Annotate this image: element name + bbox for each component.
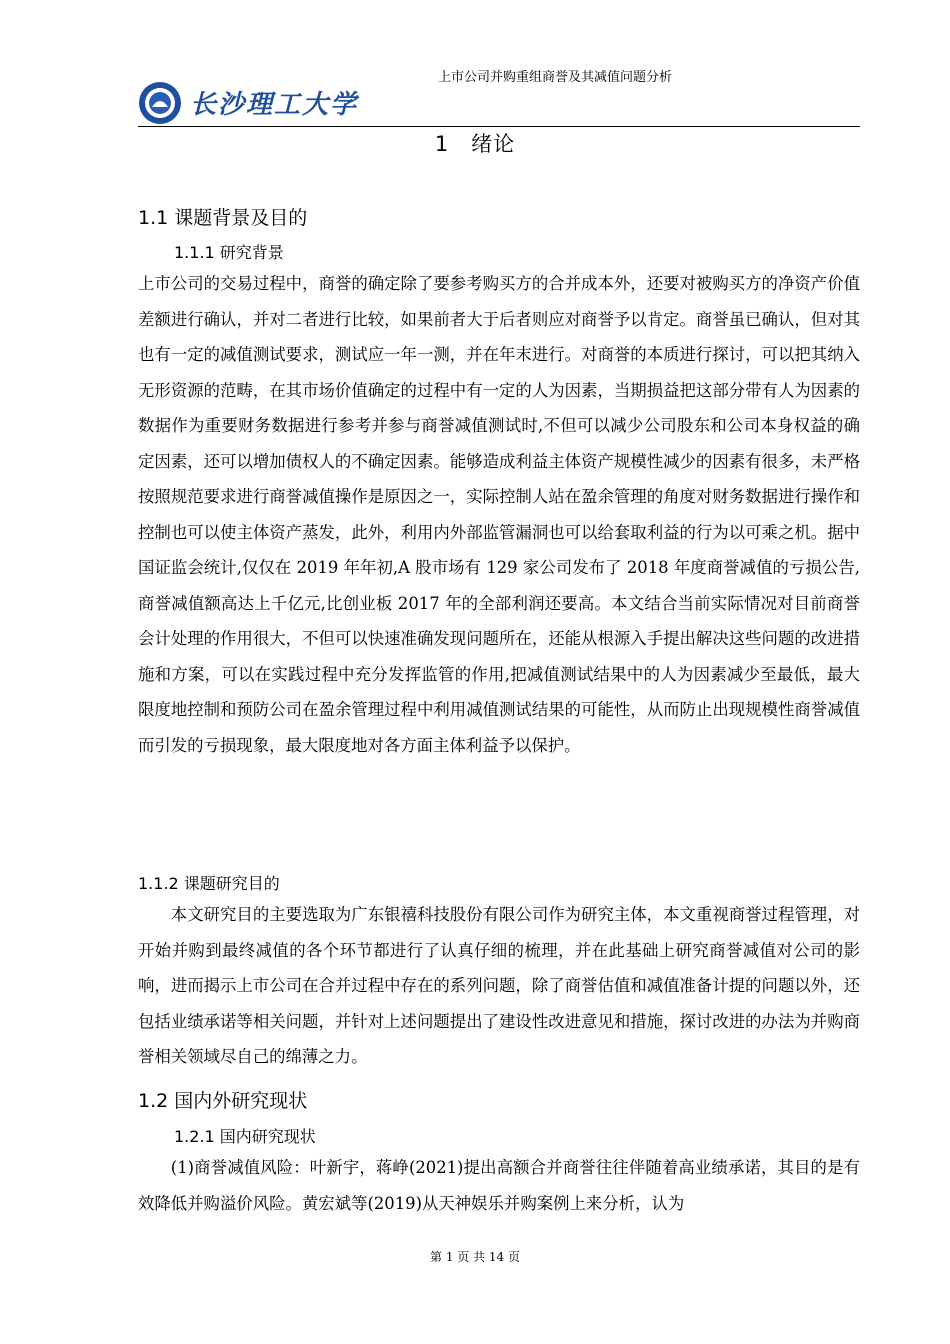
paragraph-domestic-research: (1)商誉减值风险：叶新宇，蒋峥(2021)提出高额合并商誉往往伴随着高业绩承诺，其目的是有效降低并购溢价风险。黄宏斌等(2019)从天神娱乐并购案例上来分析，认为 <box>138 1158 860 1213</box>
section-heading-1-2: 1.2 国内外研究现状 <box>138 1090 308 1112</box>
running-header-title: 上市公司并购重组商誉及其减值问题分析 <box>438 70 673 85</box>
page-header <box>138 62 860 128</box>
paragraph-research-purpose: 本文研究目的主要选取为广东银禧科技股份有限公司作为研究主体，本文重视商誉过程管理，对开始并购到最终减值的各个环节都进行了认真仔细的梳理，并在此基础上研究商誉减值对公司的影响，进而揭示上市公司在合并过程中存在的系列问题，除了商誉估值和减值准备计提的问题以外，还包括业绩承诺等相关问题，并针对上述问题提出了建设性改进意见和措施，探讨改进的办法为并购商誉相关领域尽自己的绵薄之力。 <box>138 905 860 1066</box>
logo-wordmark: 长沙理工大学 <box>190 90 359 120</box>
subsection-heading-1-1-2: 1.1.2 课题研究目的 <box>138 874 280 893</box>
paragraph-research-background: 上市公司的交易过程中，商誉的确定除了要参考购买方的合并成本外，还要对被购买方的净资产价值差额进行确认，并对二者进行比较，如果前者大于后者则应对商誉予以肯定。商誉虽已确认，但对其也有一定的减值测试要求，测试应一年一测，并在年末进行。对商誉的本质进行探讨，可以把其纳入无形资源的范畴，在其市场价值确定的过程中有一定的人为因素，当期损益把这部分带有人为因素的数据作为重要财务数据进行参考并参与商誉减值测试时,不但可以减少公司股东和公司本身权益的确定因素，还可以增加债权人的不确定因素。能够造成利益主体资产规模性减少的因素有很多，未严格按照规范要求进行商誉减值操作是原因之一，实际控制人站在盈余管理的角度对财务数据进行操作和控制也可以使主体资产蒸发，此外，利用内外部监管漏洞也可以给套取利益的行为以可乘之机。据中国证监会统计,仅仅在 2019 年年初,A 股市场有 129 家公司发布了 2018 年度商誉减值的亏损公告,商誉减值额高达上千亿元,比创业板 2017 年的全部利润还要高。本文结合当前实际情况对目前商誉会计处理的作用很大，不但可以快速准确发现问题所在，还能从根源入手提出解决这些问题的改进措施和方案，可以在实践过程中充分发挥监管的作用,把减值测试结果中的人为因素减少至最低，最大限度地控制和预防公司在盈余管理过程中利用减值测试结果的可能性，从而防止出现规模性商誉减值而引发的亏损现象，最大限度地对各方面主体利益予以保护。 <box>138 274 860 755</box>
section-heading-1-1: 1.1 课题背景及目的 <box>138 207 308 229</box>
page-footer: 第 1 页 共 14 页 <box>430 1250 520 1264</box>
university-logo <box>138 80 368 126</box>
header-divider <box>138 126 860 127</box>
chapter-title: 1 绪论 <box>434 132 516 156</box>
subsection-heading-1-2-1: 1.2.1 国内研究现状 <box>174 1127 316 1146</box>
subsection-heading-1-1-1: 1.1.1 研究背景 <box>174 243 284 262</box>
